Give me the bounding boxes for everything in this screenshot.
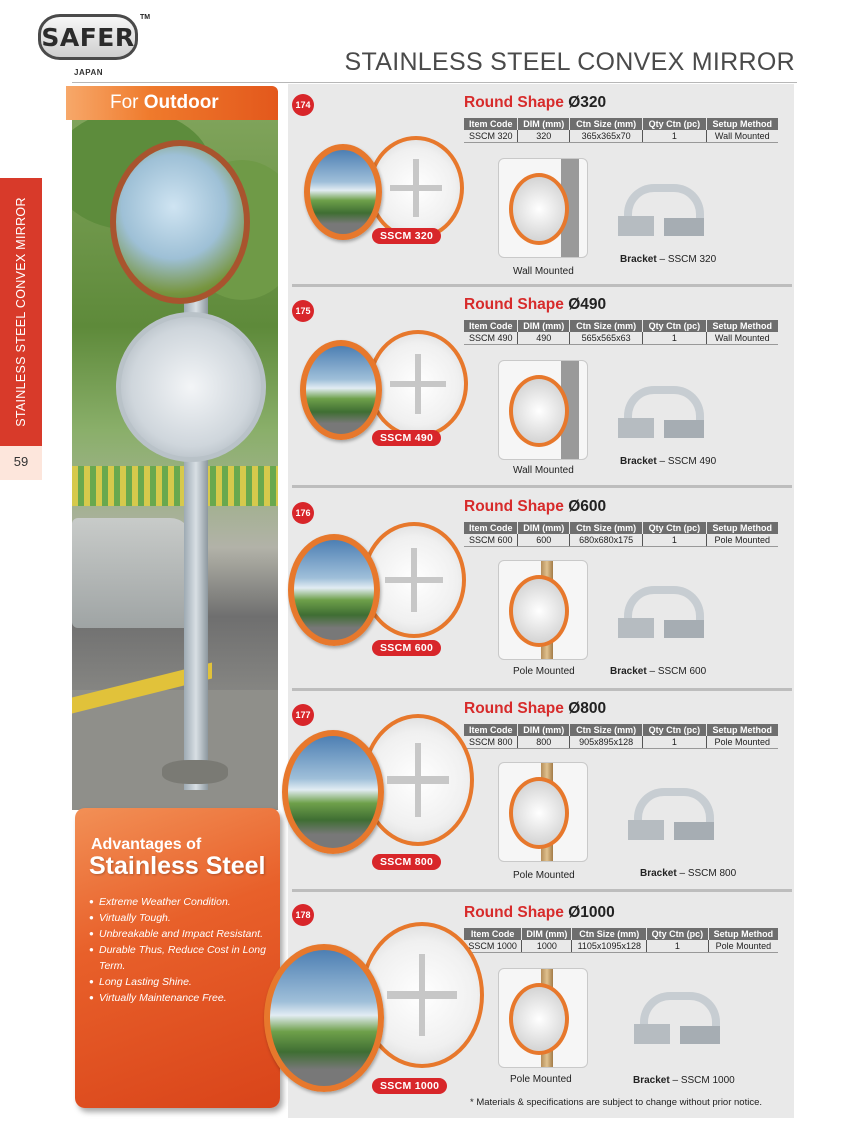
spec-cell: 800 xyxy=(518,736,570,749)
side-tab xyxy=(0,178,42,446)
photo-mirror-front xyxy=(110,140,250,304)
table-row xyxy=(464,736,778,749)
advantage-item: ● Virtually Tough. xyxy=(89,910,275,926)
product-title xyxy=(464,94,606,112)
model-tag: SSCM 800 xyxy=(372,854,441,870)
spec-header-row xyxy=(464,724,778,736)
spec-cell: Wall Mounted xyxy=(706,130,778,143)
spec-table xyxy=(464,320,778,345)
mount-caption: Pole Mounted xyxy=(513,666,575,677)
spec-header: Setup Method xyxy=(706,522,778,534)
wall-mount-image xyxy=(498,360,588,460)
spec-header: Ctn Size (mm) xyxy=(570,522,643,534)
spec-header: Item Code xyxy=(464,118,518,130)
spec-cell: Pole Mounted xyxy=(706,736,778,749)
table-row xyxy=(464,332,778,345)
model-tag: SSCM 1000 xyxy=(372,1078,447,1094)
product-number-badge: 178 xyxy=(292,904,314,926)
title-divider xyxy=(72,82,797,83)
bracket-image xyxy=(618,772,728,852)
product-shape-label: Round Shape xyxy=(464,498,569,515)
footnote: * Materials & specifications are subject to change without prior notice. xyxy=(470,1097,763,1108)
spec-cell: Wall Mounted xyxy=(706,332,778,345)
bracket-caption-bold: Bracket xyxy=(640,868,677,879)
advantage-item: ● Extreme Weather Condition. xyxy=(89,894,275,910)
bracket-caption xyxy=(640,868,736,879)
mount-caption: Wall Mounted xyxy=(513,465,574,476)
spec-cell: SSCM 600 xyxy=(464,534,518,547)
mirror-back-image xyxy=(368,136,464,240)
logo-subtitle: JAPAN xyxy=(74,68,104,77)
bracket-caption-model: – SSCM 1000 xyxy=(669,1075,735,1086)
spec-table xyxy=(464,118,778,143)
mirror-front-image xyxy=(300,340,382,440)
logo-trademark: TM xyxy=(140,14,151,21)
spec-cell: SSCM 800 xyxy=(464,736,518,749)
bracket-caption-bold: Bracket xyxy=(610,666,647,677)
spec-header-row xyxy=(464,928,778,940)
bracket-image xyxy=(608,168,718,248)
bracket-caption-model: – SSCM 800 xyxy=(676,868,737,879)
spec-cell: 490 xyxy=(518,332,570,345)
spec-header-row xyxy=(464,118,778,130)
spec-header: Setup Method xyxy=(706,724,778,736)
spec-cell: 1000 xyxy=(522,940,572,953)
page-title: STAINLESS STEEL CONVEX MIRROR xyxy=(344,48,795,76)
advantages-title-line2: Stainless Steel xyxy=(89,852,266,880)
spec-header: Item Code xyxy=(464,320,518,332)
spec-header-row xyxy=(464,522,778,534)
spec-table xyxy=(464,522,778,547)
bracket-image xyxy=(608,370,718,450)
spec-cell: 1 xyxy=(647,940,709,953)
spec-cell: SSCM 490 xyxy=(464,332,518,345)
product-diameter: Ø490 xyxy=(568,296,607,313)
model-tag: SSCM 320 xyxy=(372,228,441,244)
model-tag: SSCM 490 xyxy=(372,430,441,446)
spec-cell: Pole Mounted xyxy=(708,940,778,953)
spec-cell: 905x895x128 xyxy=(570,736,643,749)
product-number-badge: 175 xyxy=(292,300,314,322)
bracket-image xyxy=(608,570,718,650)
product-section-177 xyxy=(288,692,794,892)
product-title xyxy=(464,904,615,922)
pole-mount-image xyxy=(498,762,588,862)
spec-cell: 1 xyxy=(643,736,706,749)
spec-cell: 365x365x70 xyxy=(570,130,643,143)
side-tab-label: STAINLESS STEEL CONVEX MIRROR xyxy=(14,197,28,427)
spec-cell: 320 xyxy=(518,130,570,143)
spec-cell: 680x680x175 xyxy=(570,534,643,547)
safer-logo xyxy=(34,14,151,80)
advantage-item: ● Durable Thus, Reduce Cost in Long Term. xyxy=(89,942,275,974)
advantage-item: ● Long Lasting Shine. xyxy=(89,974,275,990)
spec-header: Setup Method xyxy=(706,320,778,332)
spec-table xyxy=(464,928,778,953)
spec-header: Item Code xyxy=(464,724,518,736)
product-title xyxy=(464,296,606,314)
spec-header: Qty Ctn (pc) xyxy=(643,320,706,332)
pole-mount-image xyxy=(498,560,588,660)
page-number: 59 xyxy=(13,454,29,469)
mirror-back-image xyxy=(368,330,468,438)
spec-cell: 1 xyxy=(643,130,706,143)
product-title xyxy=(464,498,606,516)
mirror-front-image xyxy=(264,944,384,1092)
photo-fence xyxy=(72,466,278,506)
spec-header: Qty Ctn (pc) xyxy=(647,928,709,940)
product-shape-label: Round Shape xyxy=(464,904,569,921)
bracket-caption-bold: Bracket xyxy=(633,1075,670,1086)
spec-header: DIM (mm) xyxy=(518,724,570,736)
photo-pole-base xyxy=(162,760,228,784)
spec-header: Setup Method xyxy=(706,118,778,130)
advantages-title-line1: Advantages of xyxy=(91,836,202,853)
spec-cell: SSCM 1000 xyxy=(464,940,522,953)
spec-header: Setup Method xyxy=(708,928,778,940)
bracket-caption xyxy=(620,456,716,467)
outdoor-prefix: For xyxy=(110,92,144,113)
spec-header: Item Code xyxy=(464,928,522,940)
product-diameter: Ø800 xyxy=(568,700,607,717)
spec-header: Ctn Size (mm) xyxy=(570,724,643,736)
bracket-caption-model: – SSCM 490 xyxy=(656,456,717,467)
pole-mount-image xyxy=(498,968,588,1068)
mirror-front-image xyxy=(282,730,384,854)
spec-header-row xyxy=(464,320,778,332)
bracket-caption-model: – SSCM 600 xyxy=(646,666,707,677)
spec-header: Ctn Size (mm) xyxy=(570,118,643,130)
mount-caption: Pole Mounted xyxy=(510,1074,572,1085)
bracket-caption xyxy=(610,666,706,677)
product-shape-label: Round Shape xyxy=(464,94,569,111)
product-section-176 xyxy=(288,490,794,690)
photo-road xyxy=(72,690,278,810)
mirror-front-image xyxy=(304,144,382,240)
photo-car xyxy=(72,518,192,628)
spec-cell: SSCM 320 xyxy=(464,130,518,143)
product-number-badge: 174 xyxy=(292,94,314,116)
product-diameter: Ø600 xyxy=(568,498,607,515)
logo-text: SAFER xyxy=(41,22,135,52)
table-row xyxy=(464,940,778,953)
spec-cell: 565x565x63 xyxy=(570,332,643,345)
photo-mirror-back xyxy=(116,312,266,462)
product-number-badge: 177 xyxy=(292,704,314,726)
product-title xyxy=(464,700,606,718)
spec-cell: 1105x1095x128 xyxy=(572,940,647,953)
mirror-front-image xyxy=(288,534,380,646)
spec-cell: Pole Mounted xyxy=(706,534,778,547)
table-row xyxy=(464,130,778,143)
advantage-item: ● Virtually Maintenance Free. xyxy=(89,990,275,1006)
spec-header: DIM (mm) xyxy=(518,118,570,130)
spec-cell: 600 xyxy=(518,534,570,547)
spec-header: Ctn Size (mm) xyxy=(570,320,643,332)
spec-header: Qty Ctn (pc) xyxy=(643,522,706,534)
bracket-caption xyxy=(633,1075,735,1086)
product-section-175 xyxy=(288,288,794,488)
bracket-caption-model: – SSCM 320 xyxy=(656,254,717,265)
advantage-item: ● Unbreakable and Impact Resistant. xyxy=(89,926,275,942)
spec-header: DIM (mm) xyxy=(518,522,570,534)
mount-caption: Wall Mounted xyxy=(513,266,574,277)
spec-cell: 1 xyxy=(643,534,706,547)
advantages-list xyxy=(89,894,275,1006)
outdoor-bold: Outdoor xyxy=(143,92,219,113)
mount-caption: Pole Mounted xyxy=(513,870,575,881)
bracket-image xyxy=(624,976,734,1056)
product-section-174 xyxy=(288,86,794,286)
spec-header: Item Code xyxy=(464,522,518,534)
spec-header: Qty Ctn (pc) xyxy=(643,118,706,130)
bracket-caption-bold: Bracket xyxy=(620,456,657,467)
spec-table xyxy=(464,724,778,749)
bracket-caption xyxy=(620,254,716,265)
product-number-badge: 176 xyxy=(292,502,314,524)
product-shape-label: Round Shape xyxy=(464,296,569,313)
product-shape-label: Round Shape xyxy=(464,700,569,717)
outdoor-heading xyxy=(110,92,219,114)
table-row xyxy=(464,534,778,547)
spec-header: Ctn Size (mm) xyxy=(572,928,647,940)
wall-mount-image xyxy=(498,158,588,258)
bracket-caption-bold: Bracket xyxy=(620,254,657,265)
logo-badge xyxy=(38,14,138,60)
spec-header: Qty Ctn (pc) xyxy=(643,724,706,736)
outdoor-photo xyxy=(72,120,278,810)
product-section-178 xyxy=(288,896,794,1096)
product-diameter: Ø320 xyxy=(568,94,607,111)
product-diameter: Ø1000 xyxy=(568,904,615,921)
spec-header: DIM (mm) xyxy=(522,928,572,940)
spec-cell: 1 xyxy=(643,332,706,345)
spec-header: DIM (mm) xyxy=(518,320,570,332)
model-tag: SSCM 600 xyxy=(372,640,441,656)
advantages-box xyxy=(75,808,280,1108)
